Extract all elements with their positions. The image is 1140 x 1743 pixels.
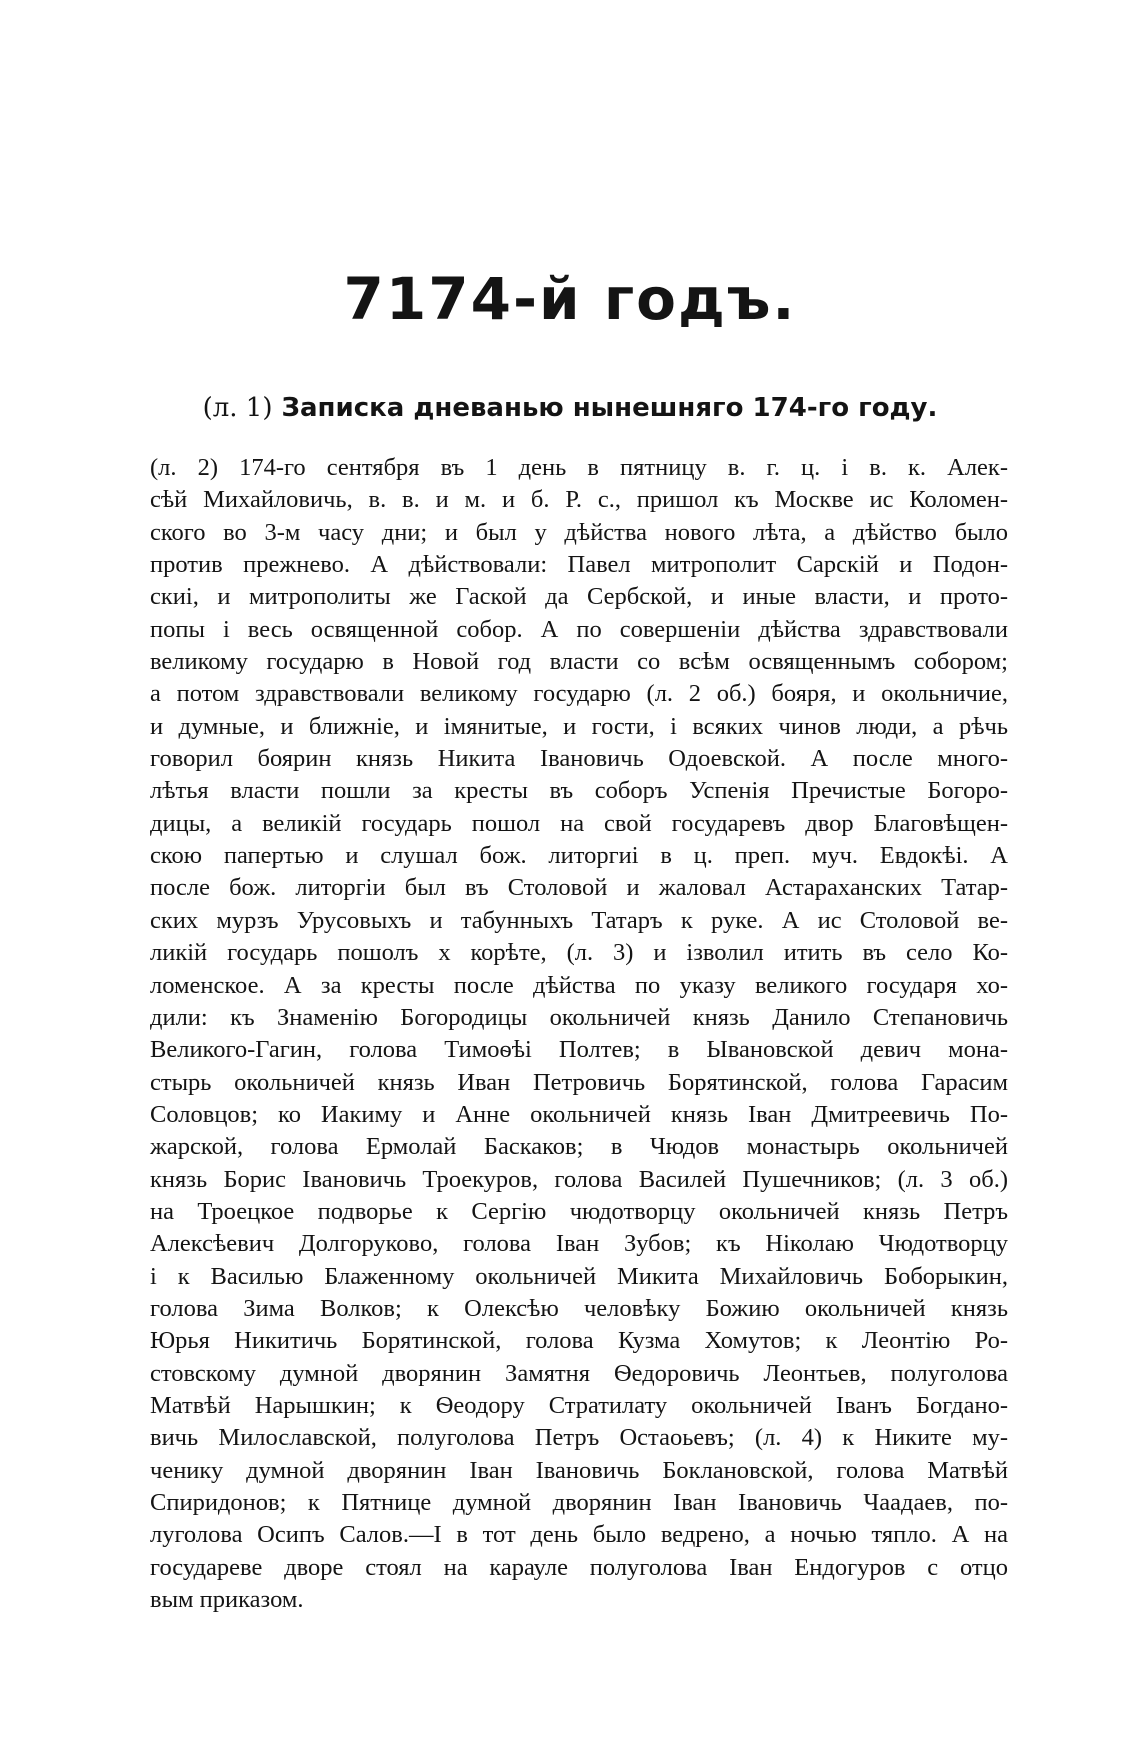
text-line: ломенское. А за кресты после дѣйства по указу великого государя хо-	[150, 971, 1008, 999]
text-line: говорил боярин князь Никита Івановичь Одоевской. А после много-	[150, 745, 1008, 773]
text-line: ченику думной дворянин Іван Івановичь Боклановской, голова Матвѣй	[150, 1456, 1008, 1484]
text-line: сѣй Михайловичь, в. в. и м. и б. Р. с., пришол къ Москве ис Коломен-	[150, 486, 1008, 514]
text-line: вичь Милославской, полуголова Петръ Остаоьевъ; (л. 4) к Никите му-	[150, 1424, 1008, 1452]
text-line: ликій государь пошолъ х корѣте, (л. 3) и ізволил итить въ село Ко-	[150, 939, 1008, 967]
text-line: великому государю в Новой год власти со всѣм освященнымъ собором;	[150, 648, 1008, 676]
text-line: вым приказом.	[150, 1586, 304, 1614]
text-line: скою папертью и слушал бож. литоргиі в ц. преп. муч. Евдокѣі. А	[150, 842, 1008, 870]
text-line: Матвѣй Нарышкин; к Ѳеодору Стратилату окольничей Іванъ Богдано-	[150, 1391, 1008, 1419]
text-line: голова Зима Волков; к Олексѣю человѣку Божию окольничей князь	[150, 1294, 1008, 1322]
text-line: Алексѣевич Долгоруково, голова Іван Зубов; къ Ніколаю Чюдотворцу	[150, 1230, 1008, 1258]
text-line: лѣтья власти пошли за кресты въ соборъ Успенія Пречистые Богоро-	[150, 777, 1008, 805]
page-subtitle	[150, 393, 990, 423]
text-line: Юрья Никитичь Борятинской, голова Кузма Хомутов; к Леонтію Ро-	[150, 1327, 1008, 1355]
text-line: ского во 3-м часу дни; и был у дѣйства нового лѣта, а дѣйство было	[150, 518, 1008, 546]
text-line: скиі, и митрополиты же Гаской да Сербской, и иные власти, и прото-	[150, 583, 1008, 611]
text-line: і к Василью Блаженному окольничей Микита Михайловичь Боборыкин,	[150, 1262, 1008, 1290]
text-line: а потом здравствовали великому государю (л. 2 об.) бояря, и окольничие,	[150, 680, 1008, 708]
text-line: жарской, голова Ермолай Баскаков; в Чюдов монастырь окольничей	[150, 1133, 1008, 1161]
text-line: против прежнево. А дѣйствовали: Павел митрополит Сарскій и Подон-	[150, 551, 1008, 579]
text-line: Великого-Гагин, голова Тимоѳѣі Полтев; в Ывановской девич мона-	[150, 1036, 1008, 1064]
subtitle-folio-ref: (л. 1)	[202, 393, 273, 423]
text-line: государеве дворе стоял на карауле полуголова Іван Ендогуров с отцо	[150, 1553, 1008, 1581]
text-line: Соловцов; ко Иакиму и Анне окольничей князь Іван Дмитреевичь По-	[150, 1100, 1008, 1128]
body-paragraph	[150, 452, 1008, 1616]
text-line: дицы, а великій государь пошол на свой государевъ двор Благовѣщен-	[150, 809, 1008, 837]
text-line: стырь окольничей князь Иван Петровичь Борятинской, голова Гарасим	[150, 1068, 1008, 1096]
text-line: и думные, и ближніе, и імянитые, и гости, і всяких чинов люди, а рѣчь	[150, 712, 1008, 740]
text-line: попы і весь освященной собор. А по совершеніи дѣйства здравствовали	[150, 615, 1008, 643]
text-line: дили: къ Знаменію Богородицы окольничей князь Данило Степановичь	[150, 1003, 1008, 1031]
subtitle-text: Записка дневанью нынешняго 174-го году.	[281, 393, 938, 423]
text-line: на Троецкое подворье к Сергію чюдотворцу окольничей князь Петръ	[150, 1197, 1008, 1225]
text-line: ских мурзъ Урусовыхъ и табунныхъ Татаръ к руке. А ис Столовой ве-	[150, 906, 1008, 934]
text-line: (л. 2) 174-го сентября въ 1 день в пятницу в. г. ц. і в. к. Алек-	[150, 454, 1008, 481]
text-line: луголова Осипъ Салов.—І в тот день было ведрено, а ночью тяпло. А на	[150, 1521, 1008, 1549]
text-line: после бож. литоргіи был въ Столовой и жаловал Астараханских Татар-	[150, 874, 1008, 902]
page-title: 7174-й годъ.	[343, 265, 797, 333]
text-line: князь Борис Івановичь Троекуров, голова Василей Пушечников; (л. 3 об.)	[150, 1165, 1008, 1193]
text-line: стовскому думной дворянин Замятня Ѳедоровичь Леонтьев, полуголова	[150, 1359, 1008, 1387]
text-line: Спиридонов; к Пятнице думной дворянин Іван Івановичь Чаадаев, по-	[150, 1489, 1008, 1516]
